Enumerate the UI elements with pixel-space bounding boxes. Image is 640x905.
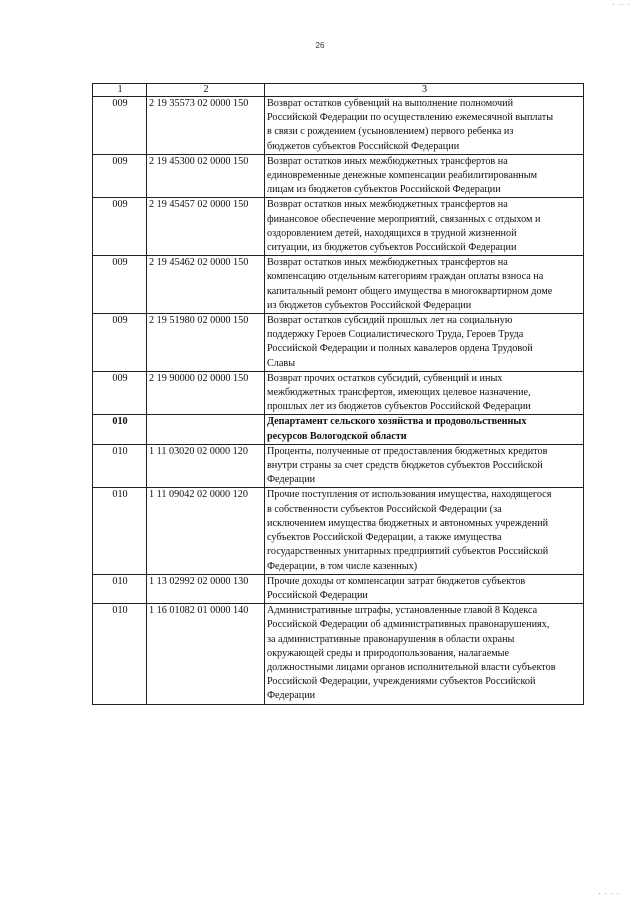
description-line: Административные штрафы, установленные главой 8 Кодекса xyxy=(267,605,538,617)
column-header-3: 3 xyxy=(265,84,584,97)
table-row xyxy=(93,97,584,155)
description-line: Федерации xyxy=(267,690,316,702)
description-line: Российской Федерации по осуществлению ежемесячной выплаты xyxy=(267,112,554,124)
description-line: бюджетов субъектов Российской Федерации xyxy=(267,140,460,152)
description-line: единовременные денежные компенсации реабилитированным xyxy=(267,170,538,182)
description-line: из бюджетов субъектов Российской Федерации xyxy=(267,299,472,311)
description-line: прошлых лет из бюджетов субъектов Российской Федерации xyxy=(267,401,531,413)
table-row xyxy=(93,314,584,372)
admin-code-cell: 010 xyxy=(93,488,147,574)
admin-code-cell: 009 xyxy=(93,371,147,415)
corner-mark-top: · ·· · xyxy=(612,1,631,9)
description-cell xyxy=(265,256,584,314)
table-header-row xyxy=(93,84,584,97)
department-row xyxy=(93,415,584,444)
classification-code-cell: 2 19 45462 02 0000 150 xyxy=(147,256,265,314)
admin-code-cell: 009 xyxy=(93,314,147,372)
description-cell xyxy=(265,371,584,415)
table-row xyxy=(93,574,584,603)
table-row xyxy=(93,256,584,314)
description-line: Федерации xyxy=(267,474,316,486)
description-cell xyxy=(265,314,584,372)
admin-code-cell: 009 xyxy=(93,198,147,256)
table-row xyxy=(93,444,584,488)
classification-code-cell: 1 13 02992 02 0000 130 xyxy=(147,574,265,603)
description-line: Возврат остатков субвенций на выполнение полномочий xyxy=(267,98,514,109)
description-line: ресурсов Вологодской области xyxy=(267,430,407,442)
description-line: Российской Федерации и полных кавалеров ордена Трудовой xyxy=(267,343,533,355)
description-line: оздоровлением детей, находящихся в трудной жизненной xyxy=(267,227,517,239)
description-cell xyxy=(265,97,584,155)
description-line: Российской Федерации, учреждениями субъектов Российской xyxy=(267,676,536,688)
description-line: межбюджетных трансфертов, имеющих целевое назначение, xyxy=(267,387,531,399)
description-cell xyxy=(265,488,584,574)
description-line: Возврат остатков иных межбюджетных трансфертов на xyxy=(267,199,508,211)
description-line: Славы xyxy=(267,357,296,369)
description-line: Возврат остатков субсидий прошлых лет на социальную xyxy=(267,315,513,327)
description-line: в собственности субъектов Российской Федерации (за xyxy=(267,503,502,515)
description-line: государственных унитарных предприятий субъектов Российской xyxy=(267,546,549,558)
classification-code-cell: 2 19 90000 02 0000 150 xyxy=(147,371,265,415)
description-line: Возврат остатков иных межбюджетных трансфертов на xyxy=(267,155,508,167)
revenue-classification-table xyxy=(92,83,584,705)
corner-mark-bottom: · · · · xyxy=(598,890,620,898)
admin-code-cell: 010 xyxy=(93,604,147,704)
description-line: за административные правонарушения в области охраны xyxy=(267,633,515,645)
description-line: Возврат прочих остатков субсидий, субвенций и иных xyxy=(267,372,503,384)
description-line: Российской Федерации xyxy=(267,589,368,601)
admin-code-cell: 010 xyxy=(93,415,147,444)
description-line: в связи с рождением (усыновлением) первого ребенка из xyxy=(267,126,514,138)
admin-code-cell: 010 xyxy=(93,444,147,488)
description-line: Проценты, полученные от предоставления бюджетных кредитов xyxy=(267,445,548,457)
classification-code-cell: 1 16 01082 01 0000 140 xyxy=(147,604,265,704)
description-line: Возврат остатков иных межбюджетных трансфертов на xyxy=(267,257,508,269)
column-header-1: 1 xyxy=(93,84,147,97)
description-cell xyxy=(265,444,584,488)
description-line: Прочие доходы от компенсации затрат бюджетов субъектов xyxy=(267,575,526,587)
description-cell xyxy=(265,415,584,444)
classification-code-cell xyxy=(147,415,265,444)
page-number: 26 xyxy=(315,41,325,50)
description-line: исключением имущества бюджетных и автономных учреждений xyxy=(267,517,549,529)
description-line: Прочие поступления от использования имущества, находящегося xyxy=(267,489,552,501)
description-line: поддержку Героев Социалистического Труда, Героев Труда xyxy=(267,329,524,341)
description-cell xyxy=(265,604,584,704)
admin-code-cell: 010 xyxy=(93,574,147,603)
description-line: субъектов Российской Федерации, а также имущества xyxy=(267,532,502,544)
classification-code-cell: 1 11 09042 02 0000 120 xyxy=(147,488,265,574)
description-line: Российской Федерации об административных правонарушениях, xyxy=(267,619,550,631)
description-line: внутри страны за счет средств бюджетов субъектов Российской xyxy=(267,460,543,472)
description-line: должностными лицами органов исполнительной власти субъектов xyxy=(267,661,556,673)
column-header-2: 2 xyxy=(147,84,265,97)
description-line: окружающей среды и природопользования, налагаемые xyxy=(267,647,510,659)
table-row xyxy=(93,371,584,415)
classification-code-cell: 2 19 51980 02 0000 150 xyxy=(147,314,265,372)
description-line: капитальный ремонт общего имущества в многоквартирном доме xyxy=(267,285,553,297)
table-row xyxy=(93,198,584,256)
table-row xyxy=(93,604,584,704)
admin-code-cell: 009 xyxy=(93,154,147,198)
description-line: лицам из бюджетов субъектов Российской Федерации xyxy=(267,184,501,196)
admin-code-cell: 009 xyxy=(93,256,147,314)
description-cell xyxy=(265,154,584,198)
table-row xyxy=(93,154,584,198)
classification-code-cell: 1 11 03020 02 0000 120 xyxy=(147,444,265,488)
description-cell xyxy=(265,198,584,256)
description-cell xyxy=(265,574,584,603)
classification-code-cell: 2 19 45300 02 0000 150 xyxy=(147,154,265,198)
admin-code-cell: 009 xyxy=(93,97,147,155)
classification-code-cell: 2 19 45457 02 0000 150 xyxy=(147,198,265,256)
table-row xyxy=(93,488,584,574)
description-line: ситуации, из бюджетов субъектов Российской Федерации xyxy=(267,242,517,254)
description-line: финансовое обеспечение мероприятий, связанных с отдыхом и xyxy=(267,213,541,225)
classification-code-cell: 2 19 35573 02 0000 150 xyxy=(147,97,265,155)
description-line: Департамент сельского хозяйства и продовольственных xyxy=(267,416,527,428)
description-line: компенсацию отдельным категориям граждан оплаты взноса на xyxy=(267,271,544,283)
description-line: Федерации, в том числе казенных) xyxy=(267,560,418,572)
